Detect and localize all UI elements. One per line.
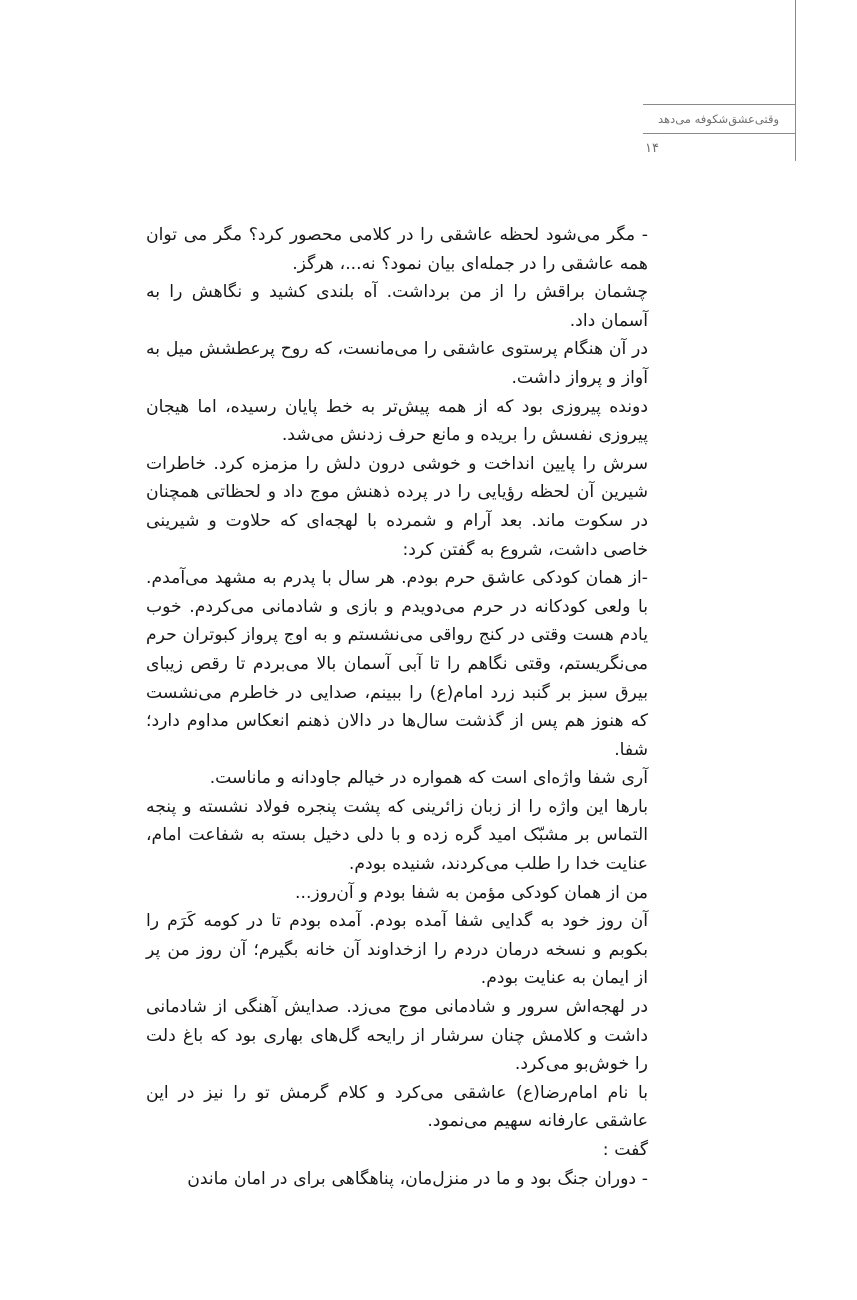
- header-vertical-rule: [795, 0, 796, 161]
- paragraph: من از همان کودکی مؤمن به شفا بودم و آن‌روز...: [295, 882, 648, 903]
- running-title: وقتی‌عشق‌شکوفه می‌دهد: [657, 112, 780, 126]
- paragraph: سرش را پایین انداخت و خوشی درون دلش را مزمزه کرد. خاطرات شیرین آن لحظه رؤیایی را در پرده ذهنش موج داد و لحظاتی همچنان در سکوت ماند. بعد آرام و شمرده با لهجه‌ای که حلاوت و شیرینی خاصی داشت، شروع به گفتن کرد:: [146, 453, 648, 560]
- paragraph: در لهجه‌اش سرور و شادمانی موج می‌زد. صدایش آهنگی از شادمانی داشت و کلامش چنان سرشار از رایحه گل‌های بهاری بود که باغ دلت را خوش‌بو می‌کرد.: [146, 997, 648, 1075]
- paragraph: آری شفا واژه‌ای است که همواره در خیالم جاودانه و ماناست.: [209, 768, 648, 789]
- paragraph: بارها این واژه را از زبان زائرینی که پشت پنجره فولاد نشسته و پنجه التماس بر مشبّک امید گره زده و با دلی دخیل بسته به شفاعت امام، عنایت خدا را طلب می‌کردند، شنیده بودم.: [146, 796, 648, 875]
- paragraph: با نام امام‌رضا(ع) عاشقی می‌کرد و کلام گرمش تو را نیز در این عاشقی عارفانه سهیم می‌نمود.: [146, 1082, 648, 1132]
- paragraph: گفت :: [602, 1140, 648, 1160]
- paragraph: - دوران جنگ بود و ما در منزل‌مان، پناهگاهی برای در امان ماندن: [187, 1168, 648, 1189]
- paragraph: - مگر می‌شود لحظه عاشقی را در کلامی محصور کرد؟ مگر می توان همه عاشقی را در جمله‌ای بیان نمود؟ نه...، هرگز.: [146, 225, 648, 274]
- header-top-rule: [643, 104, 796, 105]
- body-text-column: [146, 221, 648, 1193]
- paragraph: آن روز خود به گدایی شفا آمده بودم. آمده بودم تا در کومه کَرَم را بکوبم و نسخه درمان دردم را ازخداوند آن خانه بگیرم؛ آن روز من پر از ایمان به عنایت بودم.: [146, 911, 648, 989]
- paragraph: -از همان کودکی عاشق حرم بودم. هر سال با پدرم به مشهد می‌آمدم. با ولعی کودکانه در حرم می‌دویدم و بازی و شادمانی می‌کردم. خوب یادم هست وقتی در کنج رواقی می‌نشستم و به اوج پرواز کبوتران حرم می‌نگریستم، وقتی نگاهم را تا آبی آسمان بالا می‌بردم تا رقص زیبای بیرق سبز بر گنبد زرد امام(ع) را ببینم، صدایی در خاطرم می‌نشست که هنوز هم پس از گذشت سال‌ها در دالان ذهنم انعکاس مداوم دارد؛ شفا.: [146, 568, 648, 760]
- running-header: [643, 0, 796, 161]
- paragraph: دونده پیروزی بود که از همه پیش‌تر به خط پایان رسیده، اما هیجان پیروزی نفسش را بریده و مانع حرف زدنش می‌شد.: [146, 396, 648, 446]
- paragraph: چشمان براقش را از من برداشت. آه بلندی کشید و نگاهش را به آسمان داد.: [146, 282, 648, 331]
- paragraph: در آن هنگام پرستوی عاشقی را می‌مانست، که روح پرعطشش میل به آواز و پرواز داشت.: [146, 339, 648, 388]
- header-bottom-rule: [643, 133, 796, 134]
- page-number: ۱۴: [645, 141, 659, 156]
